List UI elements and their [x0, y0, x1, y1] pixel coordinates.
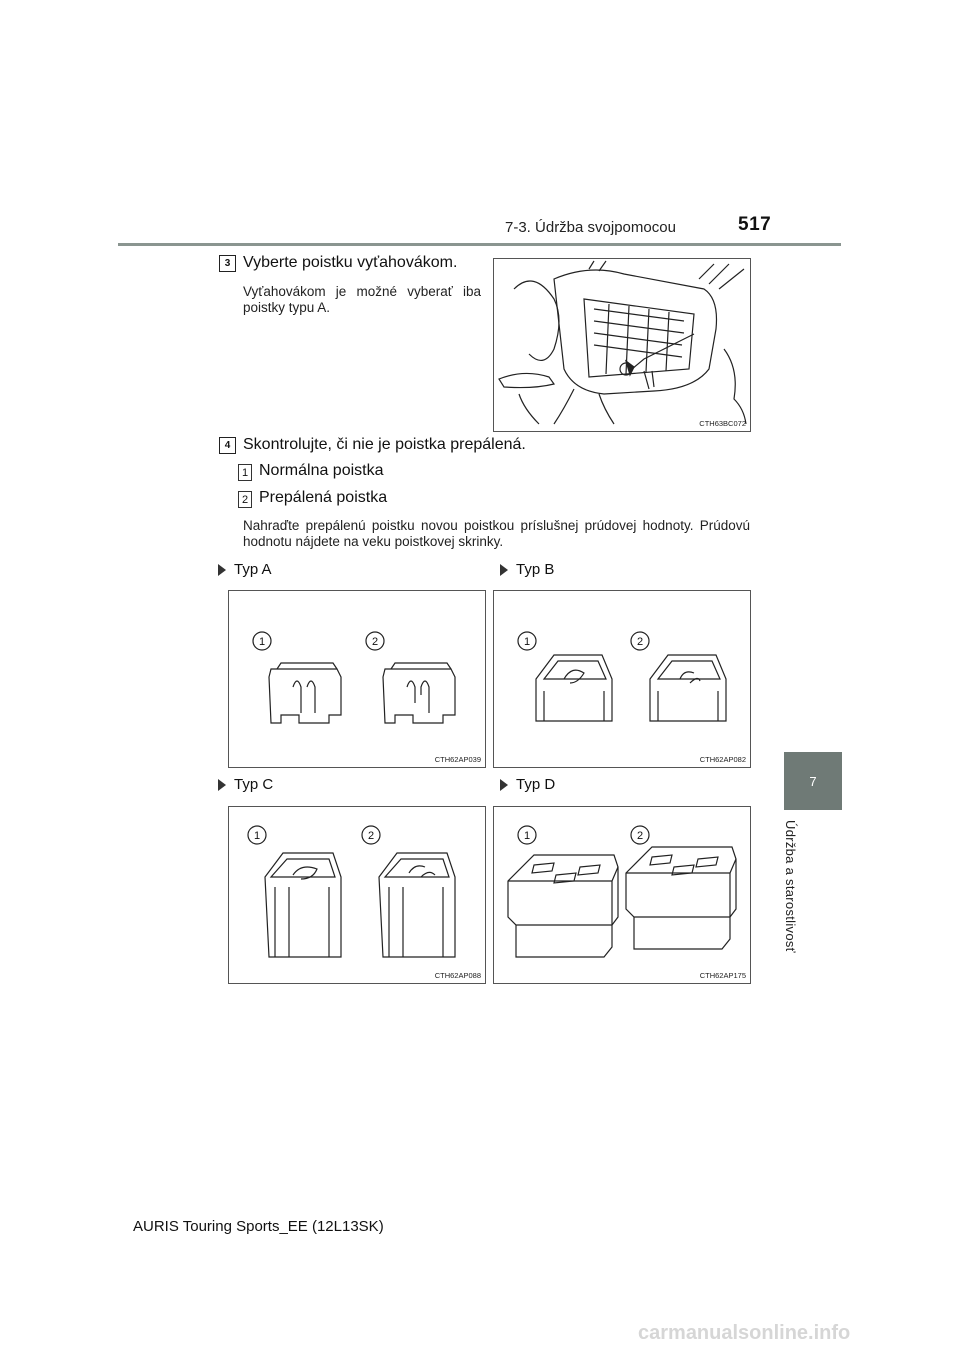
step-3-badge: 3: [219, 255, 236, 272]
legend-label-blown: Prepálená poistka: [259, 489, 388, 506]
triangle-bullet-icon: [500, 779, 508, 791]
figure-code-type-b: CTH62AP082: [699, 755, 746, 764]
step-4-badge: 4: [219, 437, 236, 454]
type-b-label: [500, 561, 554, 578]
type-d-label: [500, 776, 555, 793]
type-a-num-2: 2: [372, 636, 379, 648]
type-b-num-1: 1: [524, 636, 531, 648]
section-title: 7-3. Údržba svojpomocou: [505, 219, 676, 236]
header-rule: [118, 243, 841, 246]
step-3-note: Vyťahovákom je možné vyberať iba poistky typu A.: [243, 284, 481, 315]
watermark: carmanualsonline.info: [638, 1322, 851, 1344]
type-c-text: Typ C: [234, 776, 274, 793]
type-a-label: [218, 561, 272, 578]
type-a-num-1: 1: [259, 636, 266, 648]
figure-code-type-d: CTH62AP175: [699, 971, 746, 980]
type-c-label: [218, 776, 273, 793]
triangle-bullet-icon: [218, 564, 226, 576]
type-d-fuse-drawing: [494, 807, 750, 983]
legend-num-1: 1: [238, 464, 252, 481]
triangle-bullet-icon: [500, 564, 508, 576]
type-a-fuse-drawing: [229, 591, 485, 767]
chapter-side-label-text: Údržba a starostlivosť: [783, 820, 798, 953]
type-d-text: Typ D: [516, 776, 556, 793]
type-b-text: Typ B: [516, 561, 555, 578]
legend-label-normal: Normálna poistka: [259, 462, 384, 479]
type-b-fuse-drawing: [494, 591, 750, 767]
step-4-title: Skontrolujte, či nie je poistka prepálená.: [243, 436, 526, 453]
fuse-box-illustration: [493, 258, 751, 432]
type-d-figure: [493, 806, 751, 984]
type-c-num-1: 1: [254, 830, 261, 842]
page-number: 517: [738, 214, 772, 235]
type-c-figure: [228, 806, 486, 984]
type-a-figure: [228, 590, 486, 768]
chapter-tab: 7: [784, 752, 842, 810]
fuse-box-drawing: [494, 259, 750, 431]
type-d-num-2: 2: [637, 830, 644, 842]
type-a-text: Typ A: [234, 561, 272, 578]
legend-num-2: 2: [238, 491, 252, 508]
figure-code-fuse-box: CTH63BC072: [699, 419, 746, 428]
step-3-title: Vyberte poistku vyťahovákom.: [243, 254, 458, 271]
chapter-side-label: [783, 820, 813, 970]
type-b-figure: [493, 590, 751, 768]
manual-footer: AURIS Touring Sports_EE (12L13SK): [133, 1218, 384, 1235]
type-c-fuse-drawing: [229, 807, 485, 983]
type-b-num-2: 2: [637, 636, 644, 648]
figure-code-type-c: CTH62AP088: [434, 971, 481, 980]
type-c-num-2: 2: [368, 830, 375, 842]
type-d-num-1: 1: [524, 830, 531, 842]
triangle-bullet-icon: [218, 779, 226, 791]
figure-code-type-a: CTH62AP039: [434, 755, 481, 764]
step-4-note: Nahraďte prepálenú poistku novou poistkou príslušnej prúdovej hodnoty. Prúdovú hodnotu nájdete na veku poistkovej skrinky.: [243, 518, 750, 549]
